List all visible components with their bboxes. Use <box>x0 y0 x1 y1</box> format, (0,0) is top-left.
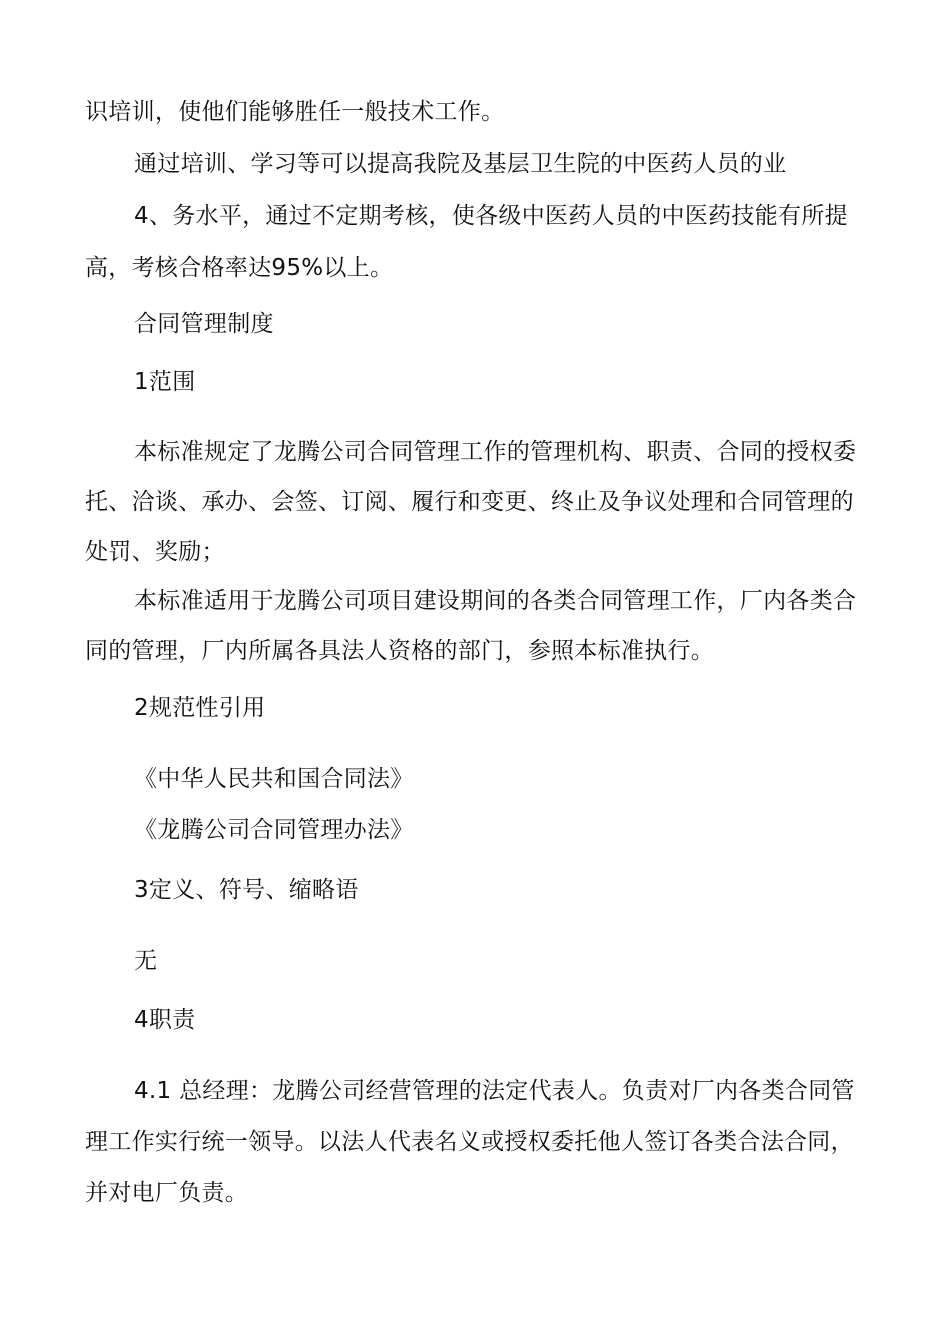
paragraph-line: 识培训，使他们能够胜任一般技术工作。 <box>85 99 505 125</box>
paragraph-line: 本标准适用于龙腾公司项目建设期间的各类合同管理工作，厂内各类合 <box>134 588 857 614</box>
reference-item: 《龙腾公司合同管理办法》 <box>134 817 414 843</box>
paragraph-line: 并对电厂负责。 <box>85 1180 249 1206</box>
paragraph-line: 托、洽谈、承办、会签、订阅、履行和变更、终止及争议处理和合同管理的 <box>85 489 854 515</box>
section-title: 合同管理制度 <box>134 311 274 337</box>
paragraph-line: 通过培训、学习等可以提高我院及基层卫生院的中医药人员的业 <box>134 151 787 177</box>
paragraph-line: 4、务水平，通过不定期考核，使各级中医药人员的中医药技能有所提 <box>134 203 848 229</box>
paragraph-line: 4.1 总经理：龙腾公司经营管理的法定代表人。负责对厂内各类合同管 <box>134 1078 855 1104</box>
paragraph-line: 同的管理，厂内所属各具法人资格的部门，参照本标准执行。 <box>85 638 715 664</box>
paragraph-line: 高，考核合格率达95%以上。 <box>85 255 394 281</box>
paragraph-line: 无 <box>134 948 158 974</box>
section-heading: 4职责 <box>134 1007 196 1033</box>
paragraph-line: 处罚、奖励； <box>85 539 225 565</box>
section-heading: 1范围 <box>134 369 196 395</box>
reference-item: 《中华人民共和国合同法》 <box>134 766 414 792</box>
paragraph-line: 理工作实行统一领导。以法人代表名义或授权委托他人签订各类合法合同， <box>85 1129 854 1155</box>
section-heading: 3定义、符号、缩略语 <box>134 877 359 903</box>
paragraph-line: 本标准规定了龙腾公司合同管理工作的管理机构、职责、合同的授权委 <box>134 439 857 465</box>
section-heading: 2规范性引用 <box>134 695 266 721</box>
